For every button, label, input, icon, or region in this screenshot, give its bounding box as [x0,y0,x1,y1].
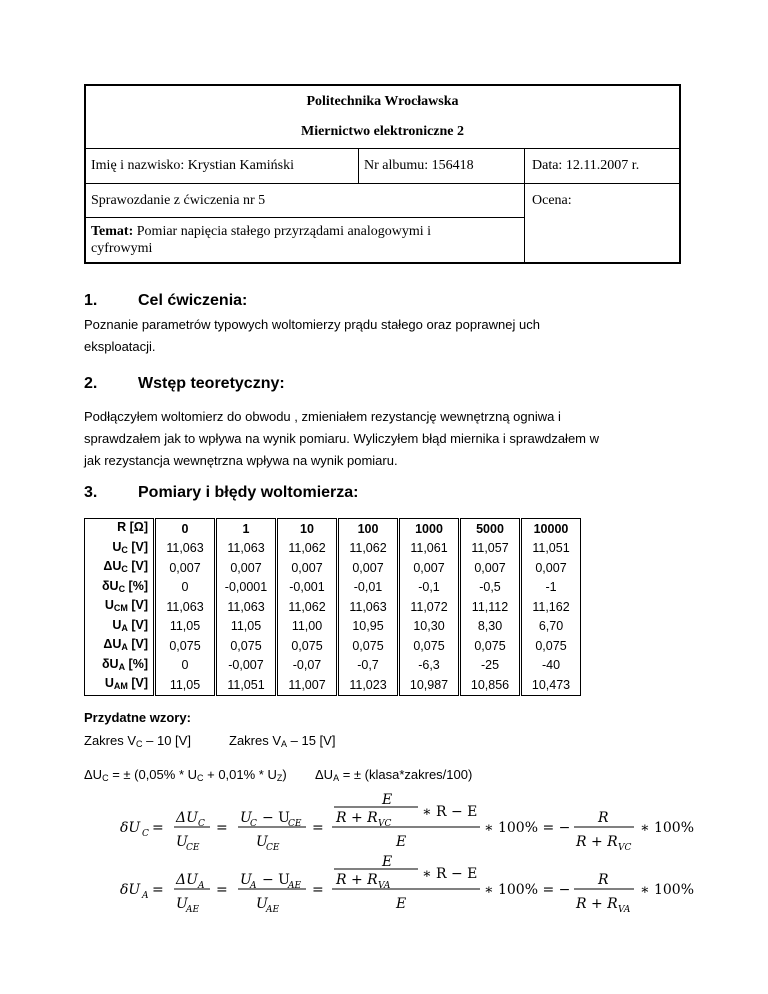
svg-text:C: C [198,819,205,829]
para2-line: jak rezystancja wewnętrzna wpływa na wynik pomiaru. [84,453,398,468]
table-cell: 0,007 [156,558,215,578]
table-cell: 0,075 [156,636,215,656]
table-cell: 11,051 [522,539,581,559]
table-cell: 0 [156,519,215,539]
svg-text:C: C [250,819,257,829]
table-row-label: $\delta U_A$ [%] [85,656,154,676]
svg-text:CE: CE [186,843,200,853]
grade-label: Ocena: [532,193,572,208]
table-row [85,597,581,617]
table-cell: -0,0001 [217,578,276,598]
section-1-number: 1. [84,292,98,309]
table-cell: -0,07 [278,656,337,676]
table-cell: -25 [461,656,520,676]
svg-text:VC: VC [618,843,632,853]
svg-text:R + R: R + R [336,810,378,826]
table-row-label: $\Delta U_A$ [V] [85,636,154,656]
section-1-heading [84,292,247,310]
svg-text:∗ 100%: ∗ 100% [640,820,694,836]
range-va: Zakres $V_A - 15$ [V] [229,733,336,749]
svg-text:=: = [152,882,164,898]
table-cell: 11,051 [217,675,276,695]
table-cell: 1000 [400,519,459,539]
table-cell: 11,072 [400,597,459,617]
svg-text:U: U [176,834,188,850]
svg-text:∗ 100% = −: ∗ 100% = − [484,820,571,836]
table-cell: 11,162 [522,597,581,617]
table-cell: -1 [522,578,581,598]
report-date: Data: 12.11.2007 r. [532,158,640,173]
table-cell: 11,023 [339,675,398,695]
table-cell: 0,075 [522,636,581,656]
svg-text:R + R: R + R [336,872,378,888]
table-row [85,656,581,676]
svg-text:=: = [216,820,228,836]
table-cell: 0,075 [217,636,276,656]
svg-text:AE: AE [288,881,302,891]
table-cell: 11,057 [461,539,520,559]
para1-line: Poznanie parametrów typowych woltomierzy prądu stałego oraz poprawnej uch [84,317,540,332]
svg-text:U: U [240,872,252,888]
album-number: Nr albumu: 156418 [364,158,474,173]
table-cell: 10 [278,519,337,539]
university-name: Politechnika Wrocławska [306,94,459,109]
svg-text:C: C [142,829,149,839]
section-3-number: 3. [84,484,98,501]
svg-text:=: = [312,820,324,836]
table-cell: 11,00 [278,617,337,637]
course-name: Miernictwo elektroniczne 2 [300,124,465,139]
table-cell: 11,112 [461,597,520,617]
svg-text:R + R: R + R [576,834,618,850]
table-cell: -0,1 [400,578,459,598]
section-2-text [84,406,684,472]
para1-line: eksploatacji. [84,339,156,354]
table-cell: 0,007 [339,558,398,578]
svg-text:VC: VC [378,819,392,829]
para2-line: Podłączyłem woltomierz do obwodu , zmieniałem rezystancję wewnętrzną ogniwa i [84,409,561,424]
table-cell: 11,007 [278,675,337,695]
table-cell: 5000 [461,519,520,539]
table-cell: 0,075 [400,636,459,656]
table-cell: 11,05 [156,675,215,695]
svg-text:AE: AE [266,905,280,915]
svg-text:=: = [216,882,228,898]
table-cell: 0 [156,578,215,598]
topic-label: Temat: [91,224,134,239]
table-cell: 11,05 [217,617,276,637]
svg-text:R: R [598,872,609,888]
table-cell: -0,001 [278,578,337,598]
measurement-table [84,518,581,696]
table-cell: 0,075 [278,636,337,656]
svg-text:CE: CE [288,819,302,829]
table-cell: 1 [217,519,276,539]
table-cell: 11,062 [339,539,398,559]
header-table [84,84,681,264]
table-cell: -0,007 [217,656,276,676]
table-cell: 0,007 [461,558,520,578]
svg-text:R + R: R + R [576,896,618,912]
table-cell: -40 [522,656,581,676]
delta-ua-formula: $\Delta U_A$ = ± (klasa*zakres/100) [315,767,473,783]
table-row [85,578,581,598]
table-cell: 0,075 [461,636,520,656]
svg-text:U: U [256,896,268,912]
section-1-title: Cel ćwiczenia: [138,292,248,309]
table-row-label: $\delta U_C$ [%] [85,578,154,598]
table-row [85,617,581,637]
svg-text:δU: δU [120,820,141,836]
table-row [85,636,581,656]
para2-line: sprawdzałem jak to wpływa na wynik pomiaru. Wyliczyłem błąd miernika i sprawdzałem w [84,431,599,446]
svg-text:E: E [396,834,407,850]
svg-text:U: U [176,896,188,912]
table-cell: 10,95 [339,617,398,637]
delta-uc-formula: $\Delta U_C$ = ± $(0,05\% * U_C + 0,01\% * U_Z)$ [84,767,287,783]
svg-text:U: U [256,834,268,850]
table-cell: -0,7 [339,656,398,676]
table-row-label: $U_C$ [V] [85,539,154,559]
formula-extra-ua [640,850,720,932]
table-cell: -0,5 [461,578,520,598]
table-cell: 0,007 [278,558,337,578]
svg-text:− U: − U [262,810,290,826]
range-vc: Zakres $V_C - 10$ [V] [84,733,191,749]
table-cell: 11,063 [217,597,276,617]
svg-text:A: A [142,891,149,901]
table-cell: 8,30 [461,617,520,637]
svg-text:U: U [240,810,252,826]
svg-text:VA: VA [618,905,631,915]
svg-text:ΔU: ΔU [176,872,198,888]
table-row [85,539,581,559]
svg-text:R: R [598,810,609,826]
svg-text:∗ R − E: ∗ R − E [422,866,478,882]
report-title: Sprawozdanie z ćwiczenia nr 5 [91,193,266,208]
topic-line1: Pomiar napięcia stałego przyrządami analogowymi i [136,224,432,239]
student-name: Imię i nazwisko: Krystian Kamiński [91,158,294,173]
section-2-heading [84,375,285,393]
section-2-number: 2. [84,375,98,392]
table-cell: 11,05 [156,617,215,637]
table-cell: 0,075 [339,636,398,656]
table-row [85,519,581,539]
table-cell: 6,70 [522,617,581,637]
svg-text:A: A [250,881,257,891]
svg-text:∗ R − E: ∗ R − E [422,804,478,820]
svg-text:CE: CE [266,843,280,853]
svg-text:E: E [382,792,393,808]
section-2-title: Wstęp teoretyczny: [138,375,285,392]
table-cell: 11,063 [156,539,215,559]
table-cell: 0,007 [400,558,459,578]
svg-text:=: = [152,820,164,836]
table-cell: -0,01 [339,578,398,598]
table-cell: 10000 [522,519,581,539]
table-cell: 11,062 [278,597,337,617]
table-cell: 10,987 [400,675,459,695]
header-title-block [86,86,679,149]
svg-text:− U: − U [262,872,290,888]
table-cell: 0 [156,656,215,676]
svg-text:∗ 100% = −: ∗ 100% = − [484,882,571,898]
table-row [85,558,581,578]
table-cell: 11,063 [156,597,215,617]
table-cell: 0,007 [217,558,276,578]
svg-text:E: E [382,854,393,870]
topic-line2: cyfrowymi [91,241,153,256]
svg-text:A: A [198,881,205,891]
table-row-label: $U_A$ [V] [85,617,154,637]
table-cell: 10,856 [461,675,520,695]
table-row-label: R [Ω] [85,519,154,539]
svg-text:AE: AE [186,905,200,915]
section-3-title: Pomiary i błędy woltomierza: [138,484,359,501]
table-cell: -6,3 [400,656,459,676]
formula-delta-ua [120,850,640,932]
table-row [85,675,581,695]
table-cell: 10,473 [522,675,581,695]
svg-text:E: E [396,896,407,912]
topic [91,223,431,257]
svg-text:∗ 100%: ∗ 100% [640,882,694,898]
table-cell: 11,061 [400,539,459,559]
svg-text:ΔU: ΔU [176,810,198,826]
table-cell: 10,30 [400,617,459,637]
table-cell: 100 [339,519,398,539]
svg-text:δU: δU [120,882,141,898]
svg-text:VA: VA [378,881,391,891]
table-row-label: $\Delta U_C$ [V] [85,558,154,578]
section-1-text [84,314,684,358]
table-row-label: $U_{AM}$ [V] [85,675,154,695]
formulas-heading: Przydatne wzory: [84,710,191,725]
section-3-heading [84,484,359,502]
table-cell: 11,063 [339,597,398,617]
table-row-label: $U_{CM}$ [V] [85,597,154,617]
table-cell: 11,063 [217,539,276,559]
table-cell: 0,007 [522,558,581,578]
svg-text:=: = [312,882,324,898]
table-cell: 11,062 [278,539,337,559]
